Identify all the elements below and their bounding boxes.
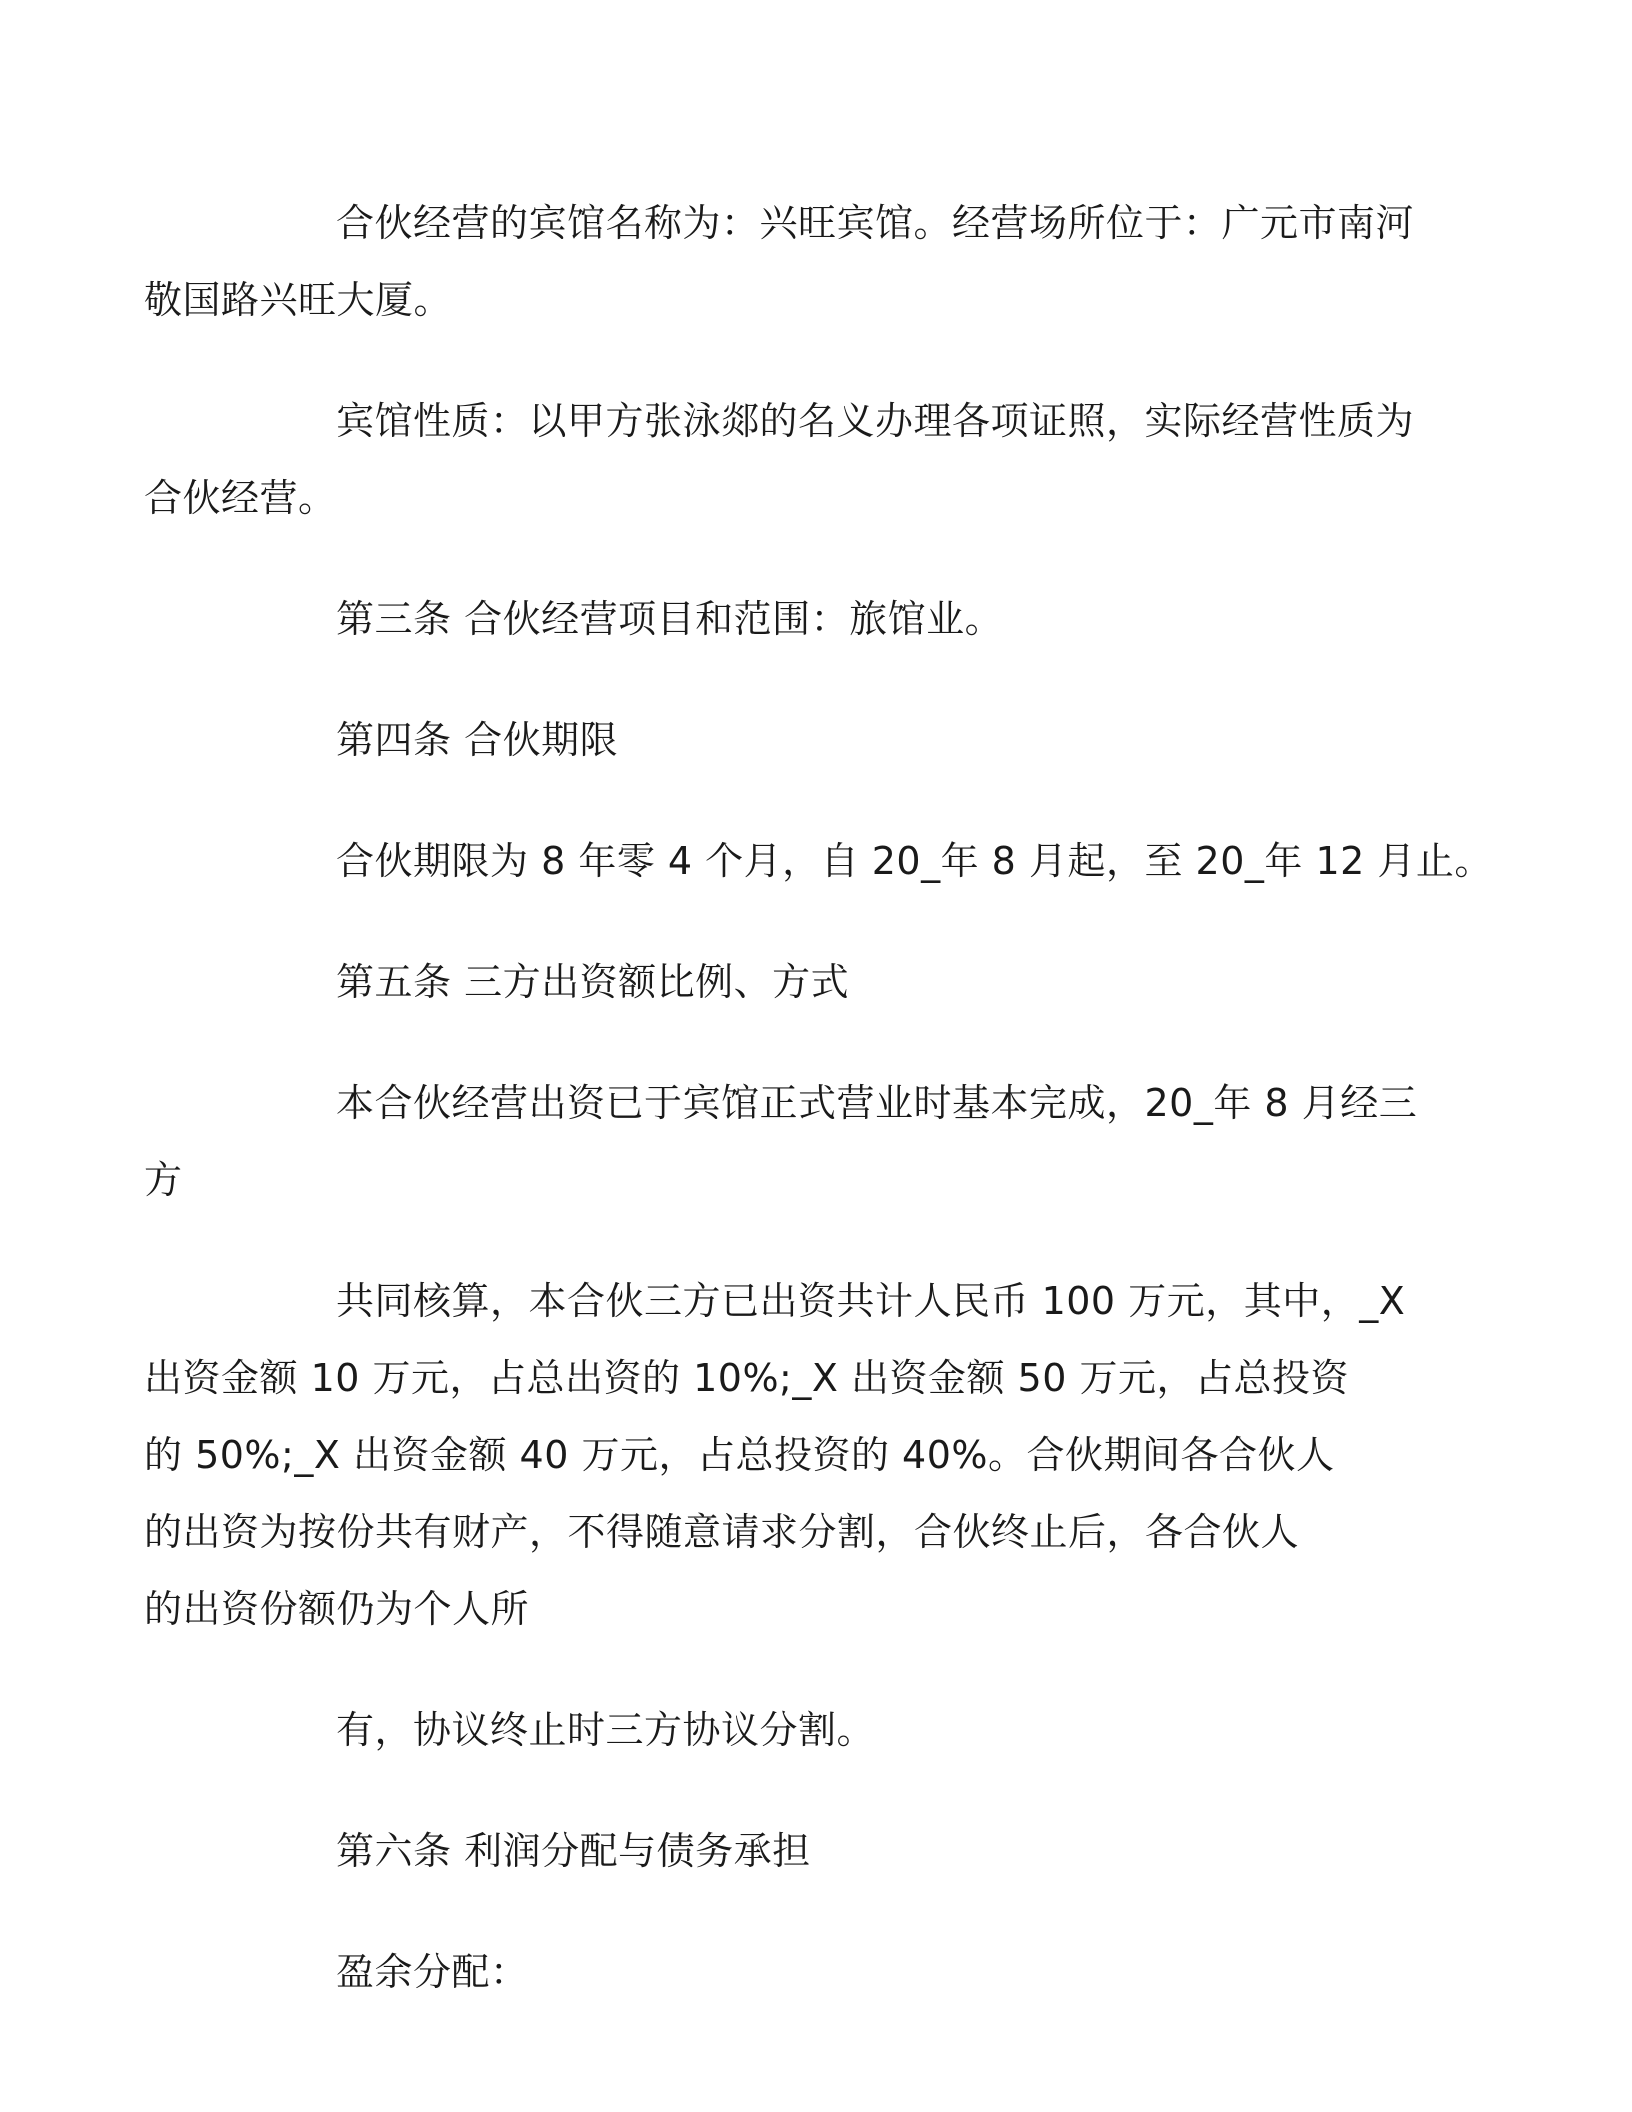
- text-line: 第六条 利润分配与债务承担: [336, 1829, 811, 1873]
- text-line: 合伙经营的宾馆名称为：兴旺宾馆。经营场所位于：广元市南河: [336, 201, 1415, 245]
- text-line: 的 50%;_X 出资金额 40 万元，占总投资的 40%。合伙期间各合伙人: [144, 1433, 1335, 1477]
- text-line: 宾馆性质：以甲方张泳郯的名义办理各项证照，实际经营性质为: [336, 399, 1415, 443]
- paragraph-surplus-distribution: [240, 1934, 1390, 2011]
- text-line: 方: [144, 1158, 183, 1202]
- document-body: [144, 185, 1493, 2055]
- article-4-heading: [240, 702, 1390, 779]
- text-line: 合伙经营。: [144, 476, 337, 520]
- text-line: 第五条 三方出资额比例、方式: [336, 960, 850, 1004]
- text-line: 共同核算，本合伙三方已出资共计人民币 100 万元，其中，_X: [336, 1279, 1406, 1323]
- article-6-heading: [240, 1813, 1390, 1890]
- article-3-heading: [240, 581, 1390, 658]
- paragraph-capital-breakdown: [144, 1263, 1406, 1648]
- text-line: 第四条 合伙期限: [336, 718, 619, 762]
- text-line: 的出资为按份共有财产，不得随意请求分割，合伙终止后，各合伙人: [144, 1510, 1300, 1554]
- text-line: 合伙期限为 8 年零 4 个月，自 20_年 8 月起，至 20_年 12 月止。: [336, 839, 1493, 883]
- text-line: 盈余分配：: [336, 1950, 529, 1994]
- text-line: 出资金额 10 万元，占总出资的 10%;_X 出资金额 50 万元，占总投资: [144, 1356, 1349, 1400]
- paragraph-capital-completion: [144, 1065, 1418, 1219]
- text-line: 本合伙经营出资已于宾馆正式营业时基本完成，20_年 8 月经三: [336, 1081, 1418, 1125]
- paragraph-agreement-split: [240, 1692, 1390, 1769]
- text-line: 第三条 合伙经营项目和范围：旅馆业。: [336, 597, 1004, 641]
- article-5-heading: [240, 944, 1390, 1021]
- paragraph-hotel-nature: [144, 383, 1415, 537]
- paragraph-partnership-term: [240, 823, 1493, 900]
- text-line: 敬国路兴旺大厦。: [144, 278, 453, 322]
- paragraph-hotel-name: [144, 185, 1415, 339]
- text-line: 有，协议终止时三方协议分割。: [336, 1708, 876, 1752]
- text-line: 的出资份额仍为个人所: [144, 1587, 530, 1631]
